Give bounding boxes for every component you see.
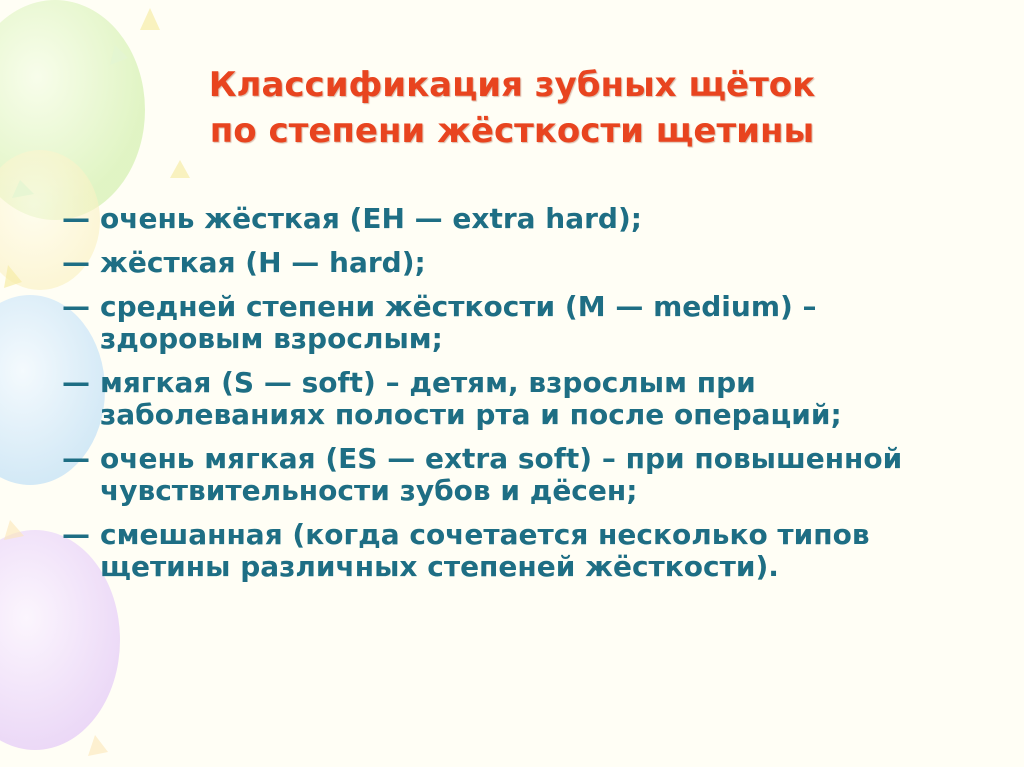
list-item (62, 519, 952, 583)
list-item (62, 291, 952, 355)
list-item-text: средней степени жёсткости (М — medium) – здоровым взрослым; (100, 290, 817, 355)
list-item (62, 443, 952, 507)
list-item-text: жёсткая (Н — hard); (100, 246, 426, 279)
list-dash: — (62, 290, 90, 323)
list-dash: — (62, 442, 90, 475)
list-item-text: мягкая (S — soft) – детям, взрослым при заболеваниях полости рта и после операций; (100, 366, 842, 431)
list-dash: — (62, 202, 90, 235)
list-dash: — (62, 366, 90, 399)
list-dash: — (62, 246, 90, 279)
classification-list (62, 203, 952, 595)
slide-title (60, 62, 964, 154)
list-item-text: смешанная (когда сочетается несколько типов щетины различных степеней жёсткости). (100, 518, 870, 583)
list-dash: — (62, 518, 90, 551)
title-line-1: Классификация зубных щёток (208, 65, 816, 105)
list-item (62, 247, 952, 279)
list-item-text: очень жёсткая (ЕН — extra hard); (100, 202, 642, 235)
list-item (62, 367, 952, 431)
list-item (62, 203, 952, 235)
list-item-text: очень мягкая (ES — extra soft) – при повышенной чувствительности зубов и дёсен; (100, 442, 903, 507)
title-line-2: по степени жёсткости щетины (209, 111, 815, 151)
